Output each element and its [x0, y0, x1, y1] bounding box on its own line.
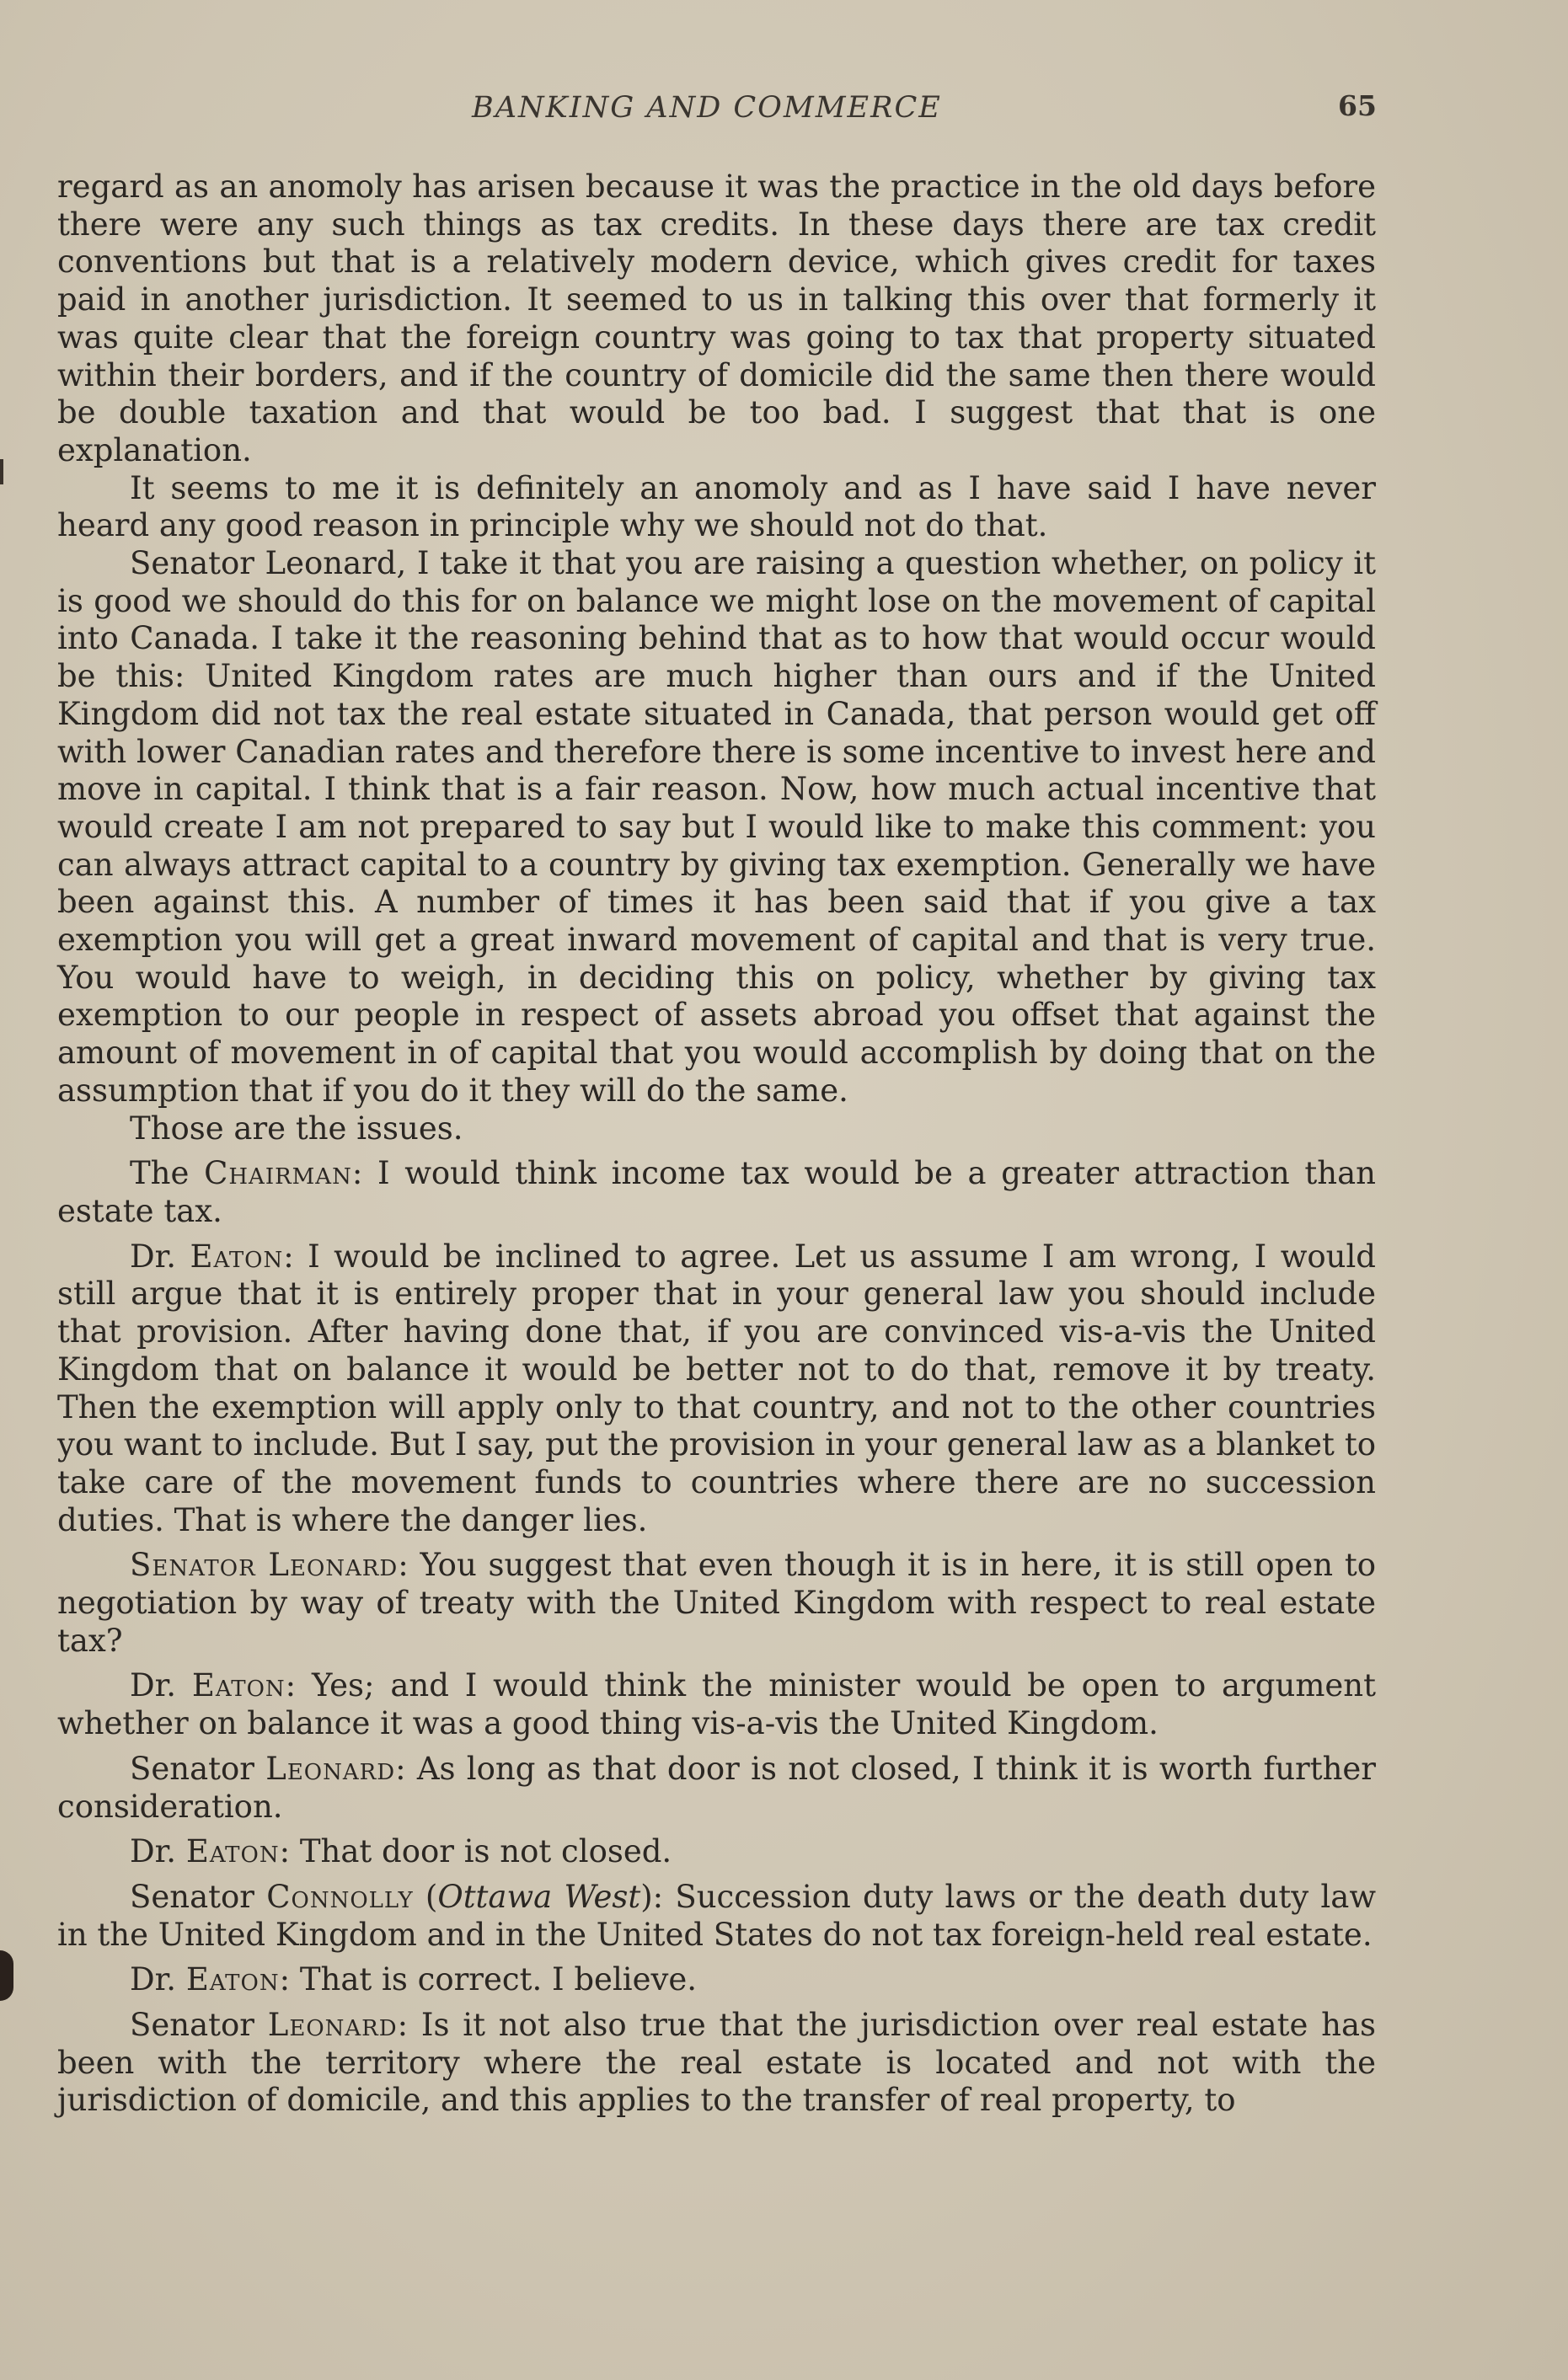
speaker-name: Chairman: [204, 1155, 352, 1192]
speaker-name: Eaton: [185, 1961, 280, 1998]
speech-text: Yes; and I would think the minister would be open to argument whether on balance it was a good thing vis-a-vis the United Kingdom.: [57, 1667, 1376, 1742]
speech-text: That is correct. I believe.: [290, 1961, 698, 1998]
speaker-prefix: Dr.: [130, 1833, 186, 1870]
speech-text: That door is not closed.: [290, 1833, 672, 1870]
paragraph: Senator Leonard, I take it that you are raising a question whether, on policy it is good we should do this for on balance we might lose on the movement of capital into Canada. I take it the reasoning behind that as to how that would occur would be this: United Kingdom rates are much higher than ours and if the United Kingdom did not tax the real estate situated in Canada, that person would get off with lower Canadian rates and therefore there is some incentive to invest here and move in capital. I think that is a fair reason. Now, how much actual incentive that would create I am not prepared to say but I would like to make this comment: you can always attract capital to a country by giving tax exemption. Generally we have been against this. A number of times it has been said that if you give a tax exemption you will get a great inward movement of capital and that is very true. You would have to weigh, in deciding this on policy, whether by giving tax exemption to our people in respect of assets abroad you offset that against the amount of movement in of capital that you would accomplish by doing that on the assumption that if you do it they will do the same.: [57, 545, 1376, 1109]
speaker-paragraph: [57, 1961, 1376, 1999]
speaker-paragraph: [57, 1879, 1376, 1954]
page-number: 65: [1338, 89, 1377, 122]
speaker-prefix: Senator: [130, 1750, 266, 1787]
speaker-name: Senator Leonard: [130, 1547, 399, 1584]
speaker-paragraph: [57, 1238, 1376, 1540]
speaker-name: Eaton: [185, 1833, 280, 1870]
speech-text: Succession duty laws or the death duty law in the United Kingdom and in the United States do not tax foreign-held real estate.: [57, 1878, 1376, 1953]
speaker-name: Leonard: [267, 2007, 398, 2044]
speaker-colon: :: [279, 1961, 291, 1998]
paragraph: Those are the issues.: [130, 1110, 463, 1147]
speaker-paragraph: [57, 1547, 1376, 1660]
speaker-colon: :: [283, 1238, 294, 1275]
binding-hole-mark: [0, 1950, 13, 2001]
speaker-prefix: Senator: [130, 1878, 267, 1915]
speaker-colon: :: [279, 1833, 291, 1870]
speaker-prefix: The: [130, 1155, 205, 1192]
page-header: [0, 91, 1568, 133]
speech-text: I would think income tax would be a greater attraction than estate tax.: [57, 1155, 1376, 1229]
speaker-prefix: Dr.: [130, 1667, 192, 1704]
riding-open: (: [413, 1878, 438, 1915]
paragraph-continuation: regard as an anomoly has arisen because it was the practice in the old days before there were any such things as tax credits. In these days there are tax credit conventions but that is a relatively modern device, which gives credit for taxes paid in another jurisdiction. It seemed to us in talking this over that formerly it was quite clear that the foreign country was going to tax that property situated within their borders, and if the country of domicile did the same then there would be double taxation and that would be too bad. I suggest that that is one explanation.: [57, 168, 1376, 468]
speech-text: I would be inclined to agree. Let us assume I am wrong, I would still argue that it is entirely proper that in your general law you should include that provision. After having done that, if you are convinced vis-a-vis the United Kingdom that on balance it would be better not to do that, remove it by treaty. Then the exemption will apply only to that country, and not to the other countries you want to include. But I say, put the provision in your general law as a blanket to take care of the movement funds to countries where there are no succession duties. That is where the danger lies.: [57, 1238, 1376, 1538]
paragraph: It seems to me it is definitely an anomoly and as I have said I have never heard any good reason in principle why we should not do that.: [57, 469, 1376, 544]
margin-mark: [0, 459, 3, 484]
speaker-name: Connolly: [266, 1878, 414, 1915]
speaker-paragraph: [57, 1833, 1376, 1871]
speaker-colon: :: [398, 1547, 409, 1584]
speech-text: You suggest that even though it is in here, it is still open to negotiation by way of treaty with the United Kingdom with respect to real estate tax?: [57, 1547, 1376, 1659]
speech-text: Is it not also true that the jurisdiction over real estate has been with the territory where the real estate is located and not with the jurisdiction of domicile, and this applies to the transfer of real property, to: [57, 2007, 1377, 2119]
speaker-prefix: Senator: [130, 2007, 268, 2044]
speaker-prefix: Dr.: [130, 1961, 186, 1998]
speaker-name: Eaton: [191, 1667, 286, 1704]
speaker-name: Leonard: [265, 1750, 396, 1787]
riding-name: Ottawa West: [437, 1878, 641, 1915]
speech-text: As long as that door is not closed, I think it is worth further consideration.: [57, 1750, 1376, 1825]
riding-close: ):: [640, 1878, 664, 1915]
speaker-paragraph: [57, 1751, 1376, 1826]
speaker-prefix: Dr.: [130, 1238, 190, 1275]
speaker-paragraph: [57, 2007, 1376, 2120]
page-body: [57, 168, 1376, 2120]
speaker-colon: :: [397, 2007, 409, 2044]
speaker-paragraph: [57, 1667, 1376, 1742]
speaker-colon: :: [285, 1667, 297, 1704]
running-head: BANKING AND COMMERCE: [472, 91, 942, 125]
speaker-paragraph: [57, 1155, 1376, 1230]
speaker-colon: :: [395, 1750, 406, 1787]
speaker-name: Eaton: [190, 1238, 284, 1275]
speaker-colon: :: [351, 1155, 363, 1192]
